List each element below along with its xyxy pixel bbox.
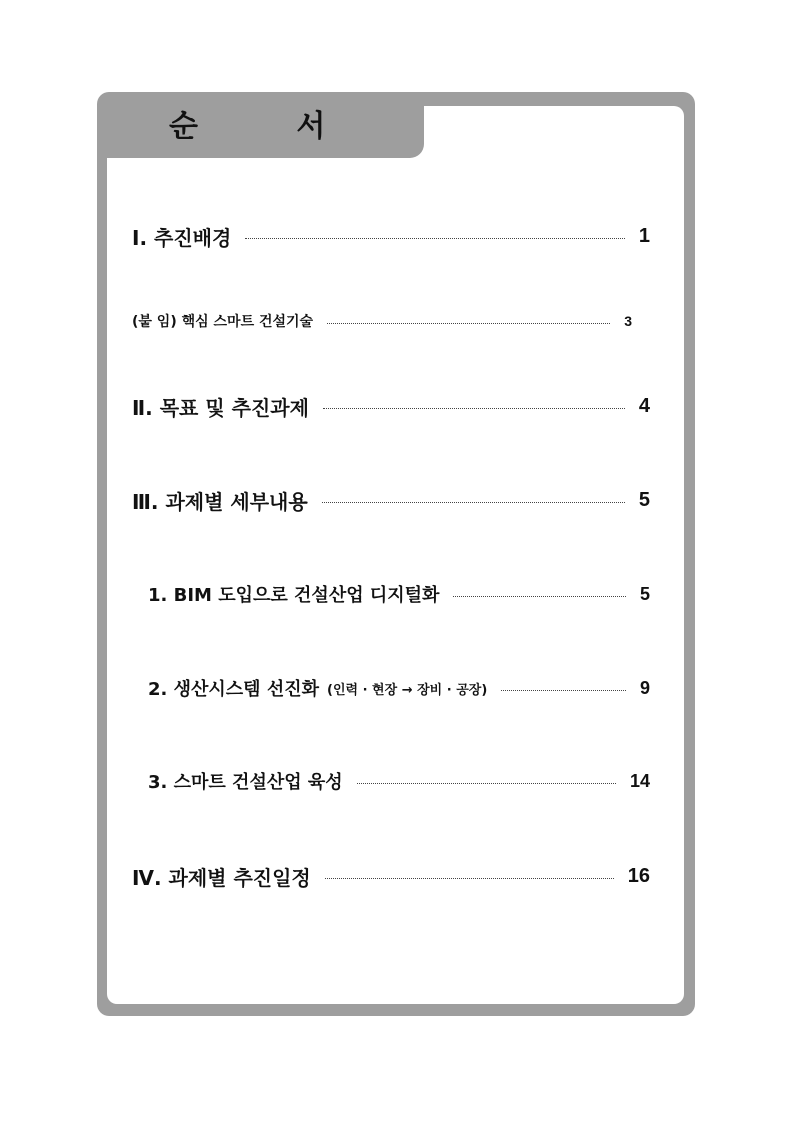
toc-entry-3-1[interactable] <box>148 581 650 607</box>
toc-entry-2[interactable] <box>132 392 650 421</box>
toc-entry-label: (붙 임) 핵심 스마트 건설기술 <box>132 314 314 330</box>
leader-dots <box>322 502 625 503</box>
toc-page-number: 1 <box>638 225 650 247</box>
toc-page-number: 14 <box>629 770 650 791</box>
toc-entry-label: Ⅲ. 과제별 세부내용 <box>132 490 308 514</box>
toc-entry-note: (인력 · 현장 → 장비 · 공장) <box>327 682 488 698</box>
page-title: 순 서 <box>169 109 370 144</box>
toc-entry-label: Ⅱ. 목표 및 추진과제 <box>132 396 309 420</box>
leader-dots <box>501 690 626 691</box>
toc-entry-1[interactable] <box>132 222 650 251</box>
toc-page-number: 5 <box>638 489 650 511</box>
toc-entry-label: 1. BIM 도입으로 건설산업 디지털화 <box>148 585 440 606</box>
toc-page-number: 9 <box>639 677 650 698</box>
toc-entry-3[interactable] <box>132 486 650 515</box>
toc-entry-label: Ⅳ. 과제별 추진일정 <box>132 866 311 890</box>
toc-entry-3-3[interactable] <box>148 768 650 794</box>
leader-dots <box>327 323 610 324</box>
toc-entry-4[interactable] <box>132 862 650 891</box>
leader-dots <box>453 596 626 597</box>
toc-entry-label: 2. 생산시스템 선진화 <box>148 679 319 700</box>
toc-page-number: 4 <box>638 395 650 417</box>
toc-page-number: 16 <box>627 865 650 887</box>
toc-entry-appendix[interactable] <box>132 311 632 331</box>
toc-entry-label: Ⅰ. 추진배경 <box>132 226 232 250</box>
toc-page-number: 5 <box>639 583 650 604</box>
leader-dots <box>325 878 614 879</box>
leader-dots <box>323 408 625 409</box>
leader-dots <box>357 783 616 784</box>
toc-page-number: 3 <box>624 313 632 329</box>
toc-entry-label: 3. 스마트 건설산업 육성 <box>148 772 343 793</box>
leader-dots <box>245 238 625 239</box>
toc-entry-3-2[interactable] <box>148 675 650 701</box>
